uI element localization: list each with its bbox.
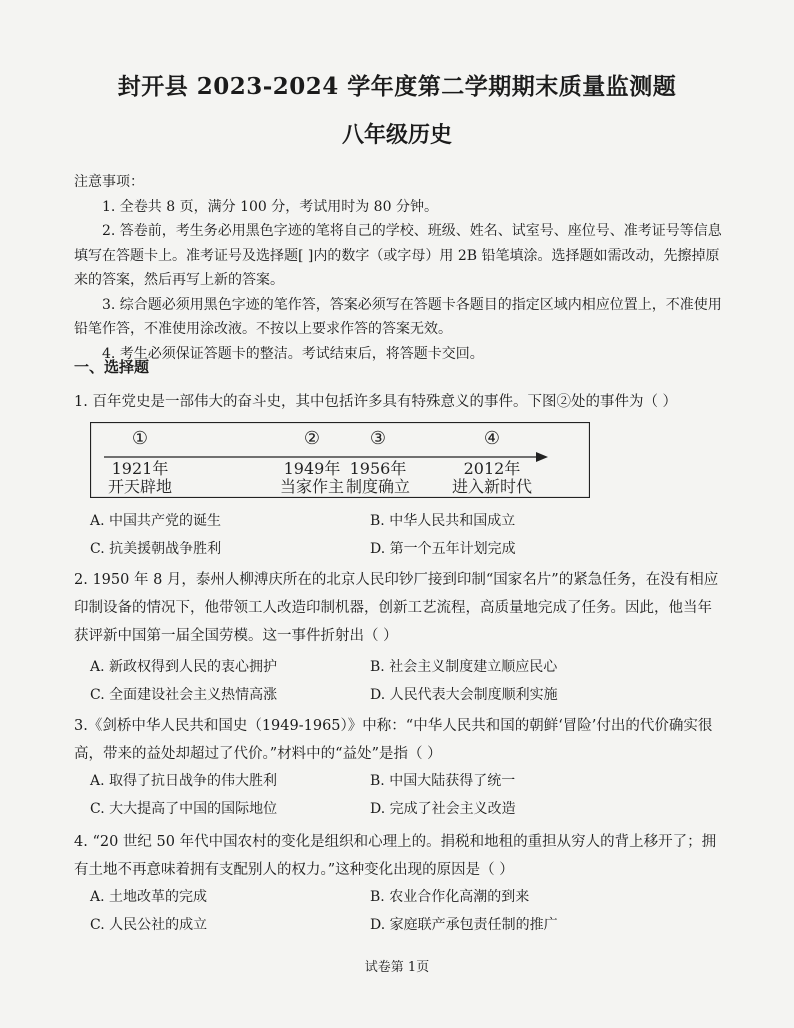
note-item: 1. 全卷共 8 页，满分 100 分，考试用时为 80 分钟。 [102,198,438,215]
exam-title: 封开县 2023-2024 学年度第二学期期末质量监测题 [117,73,677,100]
option-a[interactable]: A. 土地改革的完成 [90,889,208,905]
timeline-marker: ② [303,428,321,449]
option-c[interactable]: C. 大大提高了中国的国际地位 [90,801,278,817]
question-4-options [90,886,710,946]
note-item: 4. 考生必须保证答题卡的整洁。考试结束后，将答题卡交回。 [102,345,484,362]
timeline-marker: ③ [369,428,387,449]
option-c[interactable]: C. 全面建设社会主义热情高涨 [90,687,278,703]
option-d[interactable]: D. 完成了社会主义改造 [370,801,516,817]
option-a[interactable]: A. 新政权得到人民的衷心拥护 [90,659,278,675]
option-c[interactable]: C. 抗美援朝战争胜利 [90,541,222,557]
option-a[interactable]: A. 中国共产党的诞生 [90,513,222,529]
timeline-arrow [536,452,548,462]
timeline-chart [90,422,590,498]
option-b[interactable]: B. 农业合作化高潮的到来 [370,889,530,905]
timeline-event: 制度确立 [345,477,411,496]
option-b[interactable]: B. 中华人民共和国成立 [370,513,516,529]
question-1-options [90,510,710,570]
option-d[interactable]: D. 家庭联产承包责任制的推广 [370,917,558,933]
timeline-event: 开天辟地 [107,477,173,496]
timeline-marker: ① [131,428,149,449]
notes-heading: 注意事项： [74,174,144,190]
option-a[interactable]: A. 取得了抗日战争的伟大胜利 [90,773,278,789]
timeline-event: 进入新时代 [451,477,533,496]
option-d[interactable]: D. 第一个五年计划完成 [370,541,516,557]
question-3-stem: 3.《剑桥中华人民共和国史（1949-1965）》中称：“中华人民共和国的朝鲜‘冒险’付出的代价确实很高，带来的益处却超过了代价。”材料中的“益处”是指（ ） [74,718,713,762]
option-b[interactable]: B. 中国大陆获得了统一 [370,773,516,789]
timeline-marker: ④ [483,428,501,449]
timeline-year: 1921年 [111,459,169,478]
question-3-options [90,770,710,830]
timeline-event: 当家作主 [279,477,345,496]
exam-subtitle: 八年级历史 [341,122,452,148]
note-item: 3. 综合题必须用黑色字迹的笔作答，答案必须写在答题卡各题目的指定区域内相应位置上，不准使用铅笔作答，不准使用涂改液。不按以上要求作答的答案无效。 [74,296,722,337]
option-c[interactable]: C. 人民公社的成立 [90,917,208,933]
question-2-stem: 2. 1950 年 8 月，泰州人柳溥庆所在的北京人民印钞厂接到印制“国家名片”的紧急任务，在没有相应印制设备的情况下，他带领工人改造印制机器，创新工艺流程，高质量地完成了任务。因此，他当年获评新中国第一届全国劳模。这一事件折射出（ ） [74,572,719,644]
note-item: 2. 答卷前，考生务必用黑色字迹的笔将自己的学校、班级、姓名、试室号、座位号、准考证号等信息填写在答题卡上。准考证号及选择题[ ]内的数字（或字母）用 2B 铅笔填涂。选择题如需改动，先擦掉原来的答案，然后再写上新的答案。 [74,223,722,288]
page-footer: 试卷第 1页 [364,960,430,975]
question-2-options [90,656,710,716]
question-1-stem: 1. 百年党史是一部伟大的奋斗史，其中包括许多具有特殊意义的事件。下图②处的事件为（ ） [74,394,678,410]
notes-block [74,170,724,366]
section-title: 一、选择题 [74,358,150,376]
timeline-year: 1956年 [349,459,407,478]
timeline-year: 1949年 [283,459,341,478]
timeline-year: 2012年 [463,459,521,478]
option-d[interactable]: D. 人民代表大会制度顺利实施 [370,687,558,703]
question-4-stem: 4. “20 世纪 50 年代中国农村的变化是组织和心理上的。捐税和地租的重担从穷人的背上移开了；拥有土地不再意味着拥有支配别人的权力。”这种变化出现的原因是（ ） [74,834,717,878]
option-b[interactable]: B. 社会主义制度建立顺应民心 [370,659,558,675]
